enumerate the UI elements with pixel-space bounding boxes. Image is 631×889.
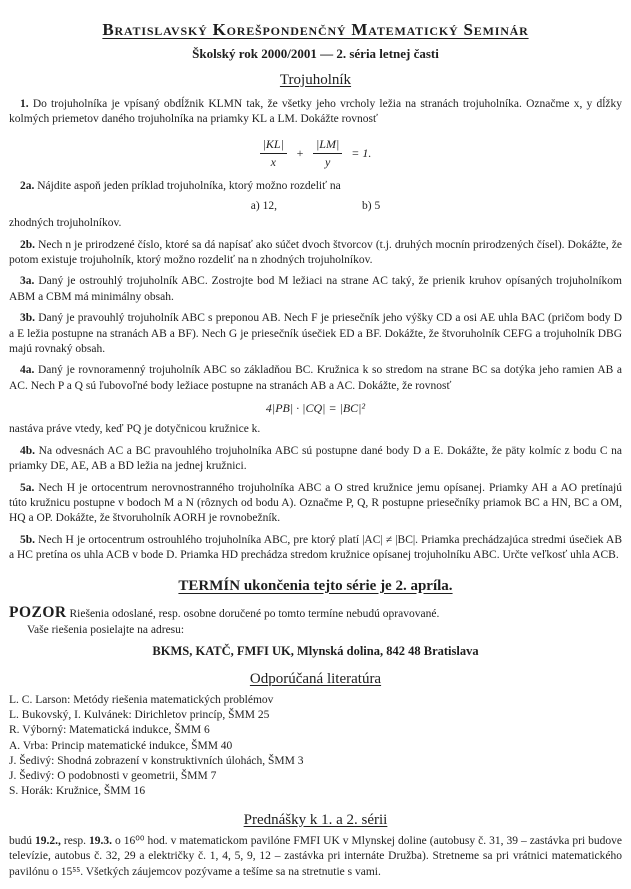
literature-item: R. Výborný: Matematická indukce, ŠMM 6 (9, 724, 210, 737)
fraction-lm-over-y (313, 137, 342, 170)
problem-5b (9, 533, 622, 564)
problem-3a (9, 274, 622, 305)
send-instruction: Vaše riešenia posielajte na adresu: (27, 623, 185, 636)
literature-item: J. Šedivý: O podobnosti v geometrii, ŠMM 7 (9, 770, 217, 783)
equation-rhs: = 1. (351, 145, 372, 160)
mailing-address: BKMS, KATČ, FMFI UK, Mlynská dolina, 842 48 Bratislava (152, 643, 479, 658)
fraction-denominator: y (324, 154, 331, 169)
problem-1-label: 1. (20, 98, 29, 110)
equation-problem-4a: 4|PB| · |CQ| = |BC|² (265, 401, 366, 416)
option-a: a) 12, (250, 200, 277, 213)
problem-2a (9, 179, 622, 194)
subtitle: Školský rok 2000/2001 — 2. séria letnej časti (192, 46, 439, 61)
problem-4a-continuation: nastáva práve vtedy, keď PQ je dotyčnicou kružnice k. (9, 423, 261, 436)
problem-4b-label: 4b. (20, 444, 36, 457)
lectures-heading: Prednášky k 1. a 2. sérii (243, 811, 388, 828)
fraction-numerator: |KL| (260, 137, 287, 154)
literature-item: S. Horák: Kružnice, ŠMM 16 (9, 785, 146, 798)
problem-2b-label: 2b. (20, 238, 36, 251)
lectures-paragraph (9, 834, 622, 881)
warning-label: POZOR (9, 603, 67, 621)
problem-4a-label: 4a. (20, 364, 35, 377)
problem-5a-text: Nech H je ortocentrum nerovnostranného trojuholníka ABC a O stred kružnice jemu opísanej. Priamky AH a AO pretínajú túto kružnicu postupne v bodoch M a N (rôznych od bodu A). Označme P, Q, R postupne priesečníky priamok BC a HN, BC a OM, HQ a OP. Dokážte, že štvoruholník AORH je rovnobežník. (9, 481, 622, 525)
fraction-kl-over-x (260, 137, 287, 170)
lectures-text: o 16⁰⁰ hod. v matematickom pavilóne FMFI UK v Mlynskej doline (autobusy č. 31, 39 – zastávka pri budove televízie, autobus č. 32, 29 a električky č. 1, 4, 5, 9, 12 – zastávka pri internáte Družba). Stretneme sa pri vrátnici matematického pavilónu o 15⁵⁵. Všetkých záujemcov pozývame a tešíme sa na stretnutie s vami. (9, 834, 623, 878)
problem-2b (9, 238, 622, 269)
problem-2a-text: Nájdite aspoň jeden príklad trojuholníka, ktorý možno rozdeliť na (37, 179, 341, 192)
literature-item: J. Šedivý: Shodná zobrazení v konstruktivních úlohách, ŠMM 3 (9, 754, 304, 767)
problem-3b-text: Daný je pravouhlý trojuholník ABC s preponou AB. Nech F je priesečník jeho výšky CD a osi AE uhla BAC (pričom body D a E ležia postupne na stranách AB a BF). Nech G je priesečník úsečiek ED a BF. Dokážte, že štvoruholník CEFG a trojuholník DBG majú rovnaký obsah. (9, 312, 622, 356)
topic-heading: Trojuholník (279, 72, 352, 88)
literature-list (9, 693, 622, 800)
problem-1-text: Do trojuholníka je vpísaný obdĺžnik KLMN tak, že všetky jeho vrcholy ležia na stranách trojuholníka. Označme x, y dĺžky kolmých priemetov daného trojuholníka na priamky KL a LM. Dokážte rovnosť (9, 98, 622, 126)
problem-2b-text: Nech n je prirodzené číslo, ktoré sa dá napísať ako súčet dvoch štvorcov (t.j. druhých mocnín prirodzených čísel). Dokážte, že potom existuje trojuholník, ktorý možno rozdeliť na n zhodných trojuholníkov. (9, 238, 622, 267)
problem-5b-label: 5b. (20, 533, 36, 546)
deadline-heading: TERMÍN ukončenia tejto série je 2. apríla. (178, 577, 453, 594)
problem-4b (9, 444, 622, 475)
lectures-text: budú (9, 834, 32, 847)
warning-line (9, 603, 622, 623)
literature-item: A. Vrba: Princip matematické indukce, ŠMM 40 (9, 739, 233, 752)
problem-5a (9, 481, 622, 527)
literature-item: L. Bukovský, I. Kulvánek: Dirichletov princíp, ŠMM 25 (9, 708, 270, 721)
problem-5a-label: 5a. (20, 481, 35, 494)
problem-3b (9, 311, 622, 357)
fraction-denominator: x (270, 154, 276, 169)
lecture-date-1: 19.2., (35, 834, 61, 847)
plus-operator: + (295, 145, 304, 160)
fraction-numerator: |LM| (313, 137, 342, 154)
problem-5b-text: Nech H je ortocentrum ostrouhlého trojuholníka ABC, pre ktorý platí |AC| ≠ |BC|. Priamka prechádzajúca stredmi úsečiek AB a HC pretína os uhla ACB v bode D. Priamka HD prechádza stredom kružnice opísanej trojuholníku ABC. Určte veľkosť uhla ACB. (9, 533, 623, 562)
option-b: b) 5 (361, 200, 381, 213)
problem-1 (9, 97, 622, 128)
problem-3b-label: 3b. (20, 312, 36, 325)
lecture-date-2: 19.3. (88, 834, 112, 847)
problem-4a-text: Daný je rovnoramenný trojuholník ABC so základňou BC. Kružnica k so stredom na strane BC sa dotýka jeho ramien AB a AC. Nech P a Q sú ľubovoľné body ležiace postupne na stranách AB a AC. Dokážte, že rovnosť (9, 364, 623, 392)
page-title: Bratislavský Korešpondenčný Matematický Seminár (102, 20, 529, 39)
problem-4a (9, 363, 622, 394)
problem-2a-options (9, 200, 622, 212)
literature-heading: Odporúčaná literatúra (249, 670, 382, 687)
equation-problem-1 (9, 137, 622, 170)
problem-2a-label: 2a. (20, 179, 35, 192)
problem-3a-text: Daný je ostrouhlý trojuholník ABC. Zostrojte bod M ležiaci na strane AC taký, že prienik kruhov opísaných trojuholníkom ABM a CBM má minimálny obsah. (9, 275, 622, 303)
problem-2a-continuation: zhodných trojuholníkov. (9, 217, 122, 230)
problem-4b-text: Na odvesnách AC a BC pravouhlého trojuholníka ABC sú postupne dané body D a E. Dokážte, že päty kolmíc z bodu C na priamky DE, AE, AB a BD ležia na jednej kružnici. (9, 444, 622, 473)
lectures-text: resp. (63, 834, 86, 847)
literature-item: L. C. Larson: Metódy riešenia matematických problémov (9, 693, 274, 706)
problem-3a-label: 3a. (20, 275, 35, 288)
warning-text: Riešenia odoslané, resp. osobne doručené po tomto termíne nebudú opravované. (69, 607, 440, 620)
